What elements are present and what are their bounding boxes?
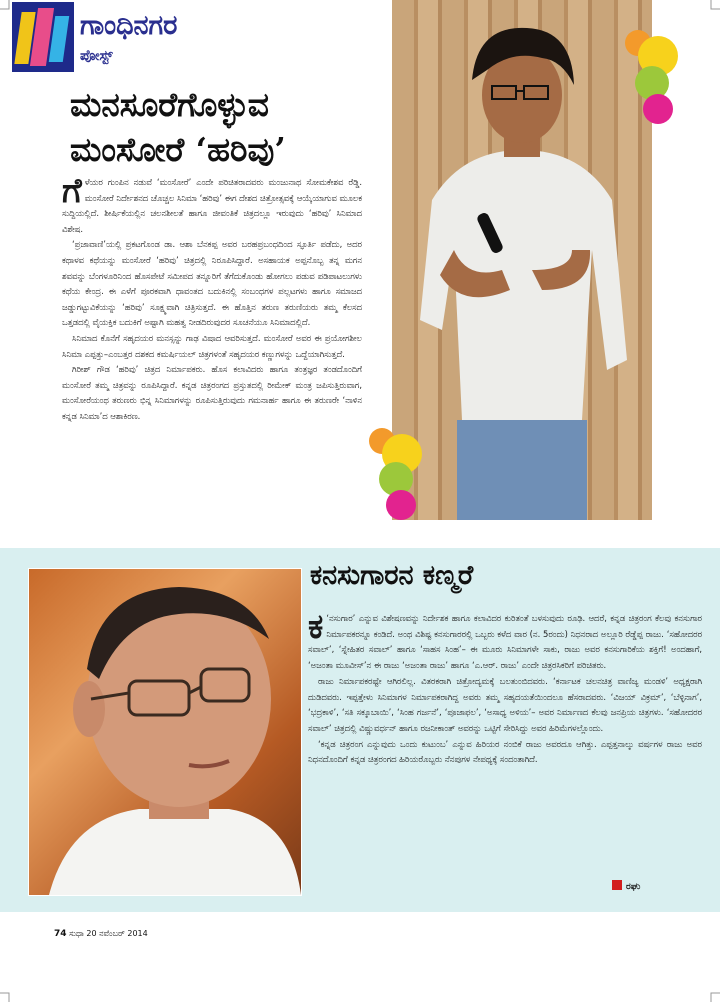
section-subtitle: ಪೋಸ್ಟ್ (80, 48, 113, 64)
crop-mark (0, 0, 10, 10)
section-title: ಗಾಂಧಿನಗರ (80, 10, 178, 41)
crop-mark (710, 992, 720, 1002)
article1-paragraph: ಗೆಳೆಯರ ಗುಂಪಿನ ನಡುವೆ ‘ಮಂಸೋರೆ’ ಎಂದೇ ಪರಿಚಿತರಾದವರು ಮಂಜುನಾಥ ಸೋಮಕೇಶವ ರೆಡ್ಡಿ. ಮಂಸೋರೆ ನಿರ್ದೇಶನದ ಚೊಚ್ಚಲ ಸಿನಿಮಾ ‘ಹರಿವು’ ಈಗ ದೇಶದ ಚಿತ್ರೋತ್ಸವಕ್ಕೆ ಆಯ್ಕೆಯಾಗುವ ಮೂಲಕ ಸುದ್ದಿಯಲ್ಲಿದೆ. ಶೀರ್ಷಿಕೆಯಲ್ಲಿನ ಚಲನಶೀಲತೆ ಹಾಗೂ ಜೀವಂತಿಕೆ ಚಿತ್ರದಲ್ಲೂ ಇರುವುದು ‘ಹರಿವು’ ಸಿನಿಮಾದ ವಿಶೇಷ. (62, 171, 362, 234)
article1-headline-line1: ಮನಸೂರೆಗೊಳ್ಳುವ (70, 85, 269, 124)
decorative-dot (386, 490, 416, 520)
photo-producer-portrait (28, 568, 302, 896)
article1-headline (70, 82, 380, 172)
page-footer (54, 929, 148, 939)
article1-paragraph: ‘ಪ್ರಜಾವಾಣಿ’ಯಲ್ಲಿ ಪ್ರಕಟಗೊಂಡ ಡಾ. ಆಶಾ ಬೆನಕಪ್ಪ ಅವರ ಬರಹಪ್ರಬಂಧದಿಂದ ಸ್ಫೂರ್ತಿ ಪಡೆದು, ಅದರ ಕಥಾಳವ ಕಥೆಯನ್ನು ಮಂಸೋರೆ ‘ಹರಿವು’ ಚಿತ್ರದಲ್ಲಿ ನಿರೂಪಿಸಿದ್ದಾರೆ. ಅಸಹಾಯಕ ಅಪ್ಪನೊಬ್ಬ ತನ್ನ ಮಗನ ಶವವನ್ನು ಬೆಂಗಳೂರಿನಿಂದ ಹೊಸಪೇಟೆ ಸಮೀಪದ ತನ್ನೂರಿಗೆ ತೆಗೆದುಕೊಂಡು ಹೋಗಲು ಪಡುವ ಪಡಿಪಾಟಲುಗಳು ಕಥೆಯ ಕೇಂದ್ರ. ಈ ಎಳೆಗೆ ಪೂರಕವಾಗಿ ಧಾವಂತದ ಬದುಕಿನಲ್ಲಿ ಸಂಬಂಧಗಳ ಪಲ್ಲಟಗಳು ಹಾಗೂ ಸಮಾಜದ ಜಡ್ಡುಗಟ್ಟುವಿಕೆಯನ್ನು ‘ಹರಿವು’ ಸೂಕ್ಷ್ಮವಾಗಿ ಚಿತ್ರಿಸುತ್ತದೆ. ಈ ಹೊತ್ತಿನ ತರುಣ ತರುಣಿಯರು ತಮ್ಮ ಕೆಲಸದ ಒತ್ತಡದಲ್ಲಿ ವೈಯಕ್ತಿಕ ಬದುಕಿಗೆ ಅಷ್ಟಾಗಿ ಮಹತ್ವ ನೀಡದಿರುವುದರ ಸೂಚನೆಯೂ ಸಿನಿಮಾದಲ್ಲಿದೆ. (62, 239, 362, 328)
section-logo (12, 2, 74, 72)
article1-paragraph: ಗಿರೀಶ್ ಗೌಡ ‘ಹರಿವು’ ಚಿತ್ರದ ನಿರ್ಮಾಪಕರು. ಹೊಸ ಕಲಾವಿದರು ಹಾಗೂ ತಂತ್ರಜ್ಞರ ತಂಡದೊಂದಿಗೆ ಮಂಸೋರೆ ತಮ್ಮ ಚಿತ್ರವನ್ನು ರೂಪಿಸಿದ್ದಾರೆ. ಕನ್ನಡ ಚಿತ್ರರಂಗದ ಪ್ರಸ್ತುತದಲ್ಲಿ ರೀಮೇಕ್ ಮಂತ್ರ ಜಪಿಸುತ್ತಿರುವಾಗ, ಮಂಸೋರೆಯಂಥ ತರುಣರು ಭಿನ್ನ ಸಿನಿಮಾಗಳನ್ನು ರೂಪಿಸುತ್ತಿರುವುದು ಗಮನಾರ್ಹ ಹಾಗೂ ಈ ತರುಣರೇ ‘ನಾಳಿನ ಕನ್ನಡ ಸಿನಿಮಾ’ದ ಆಶಾಕಿರಣ. (62, 364, 362, 421)
article2-dropcap: ಕ (308, 607, 324, 647)
article2-paragraph: ರಾಜು ನಿರ್ಮಾಪಕರಷ್ಟೇ ಆಗಿರಲಿಲ್ಲ. ವಿತರಕರಾಗಿ ಚಿತ್ರೋದ್ಯಮಕ್ಕೆ ಬಲತುಂಬಿದವರು. ‘ಕರ್ನಾಟಕ ಚಲನಚಿತ್ರ ವಾಣಿಜ್ಯ ಮಂಡಳಿ’ ಅಧ್ಯಕ್ಷರಾಗಿ ದುಡಿದವರು. ಇಪ್ಪತ್ತೇಳು ಸಿನಿಮಾಗಳ ನಿರ್ಮಾಪಕರಾಗಿದ್ದ ಅವರು ತಮ್ಮ ಸಹೃದಯತೆಯಿಂದಲೂ ಹೆಸರಾದವರು. ‘ವಿಜಯ್ ವಿಕ್ರಮ್’, ‘ಬೆಳ್ಳಿನಾಗ’, ‘ಭದ್ರಕಾಳಿ’, ‘ಸತಿ ಸಕ್ಕೂಬಾಯಿ’, ‘ಸಿಂಹ ಗರ್ಜನೆ’, ‘ಪೂಜಾಫಲ’, ‘ಅಸಾಧ್ಯ ಅಳಿಯ’– ಅವರ ನಿರ್ಮಾಣದ ಕೆಲವು ಜನಪ್ರಿಯ ಚಿತ್ರಗಳು. ‘ಸಹೋದರರ ಸವಾಲ್’ ಚಿತ್ರದಲ್ಲಿ ವಿಷ್ಣುವರ್ಧನ್ ಹಾಗೂ ರಜನೀಕಾಂತ್ ಅವರನ್ನು ಒಟ್ಟಿಗೆ ಸೇರಿಸಿದ್ದು ಅವರ ಹಿರಿಮೆಗಳಲ್ಲೊಂದು. (308, 675, 702, 733)
byline-square-icon (612, 880, 622, 890)
article1-body (62, 171, 362, 425)
page-number: 74 (54, 929, 67, 939)
photo-director-with-microphone (392, 0, 652, 520)
article1-paragraph: ಸಿನಿಮಾದ ಕೊನೆಗೆ ಸಹೃದಯರ ಮನಸ್ಸನ್ನು ಗಾಢ ವಿಷಾದ ಆವರಿಸುತ್ತದೆ. ಮಂಸೋರೆ ಅವರ ಈ ಪ್ರಯೋಗಶೀಲ ಸಿನಿಮಾ ಎಪ್ಪತ್ತು–ಎಂಬತ್ತರ ದಶಕದ ಕಮರ್ಷಿಯಲ್ ಚಿತ್ರಗಳಂತೆ ಸಹೃದಯರ ಕಣ್ಣುಗಳನ್ನು ಒದ್ದೆಯಾಗಿಸುತ್ತದೆ. (62, 332, 362, 359)
article2-body (308, 607, 702, 768)
crop-mark (0, 992, 10, 1002)
article2-paragraph: ಕ ‘ನಸುಗಾರ’ ಎನ್ನುವ ವಿಶೇಷಣವನ್ನು ನಿರ್ದೇಶಕ ಹಾಗೂ ಕಲಾವಿದರ ಕುರಿತಂತೆ ಬಳಸುವುದು ರೂಢಿ. ಆದರೆ, ಕನ್ನಡ ಚಿತ್ರರಂಗ ಕೆಲವು ಕನಸುಗಾರ ನಿರ್ಮಾಪಕರನ್ನೂ ಕಂಡಿದೆ. ಅಂಥ ವಿಶಿಷ್ಟ ಕನಸುಗಾರರಲ್ಲಿ ಒಬ್ಬರು ಕಳೆದ ವಾರ (ನ. 5ರಂದು) ನಿಧನರಾದ ಅಲ್ಲೂರಿ ರೆಡ್ಡೆಪ್ಪ ರಾಜು. ‘ಸಹೋದರರ ಸವಾಲ್’, ‘ಸ್ನೇಹಿತರ ಸವಾಲ್’ ಹಾಗೂ ‘ಸಾಹಸ ಸಿಂಹ’– ಈ ಮೂರು ಸಿನಿಮಾಗಳೇ ಸಾಕು, ರಾಜು ಅವರ ಕನಸುಗಾರಿಕೆಯ ಶಕ್ತಿಗೆ! ಅಂದಹಾಗೆ, ‘ಅಜಂತಾ ಮೂವೀಸ್’ನ ಈ ರಾಜು ‘ಅಜಂತಾ ರಾಜು’ ಹಾಗೂ ‘ಎ.ಆರ್. ರಾಜು’ ಎಂದೇ ಚಿತ್ರರಸಿಕರಿಗೆ ಪರಿಚಿತರು. (308, 607, 702, 671)
crop-mark (710, 0, 720, 10)
magazine-name: ಸುಧಾ (69, 929, 84, 938)
article1-dropcap: ಗೆ (62, 171, 82, 211)
article2-byline: ರಘು (612, 880, 640, 892)
decorative-dot (643, 94, 673, 124)
article2-paragraph: ‘ಕನ್ನಡ ಚಿತ್ರರಂಗ ಎನ್ನುವುದು ಒಂದು ಕುಟುಂಬ’ ಎನ್ನುವ ಹಿರಿಯರ ನಂಬಿಕೆ ರಾಜು ಅವರದೂ ಆಗಿತ್ತು. ಎಪ್ಪತ್ತನಾಲ್ಕು ವರ್ಷಗಳ ರಾಜು ಅವರ ನಿಧನದೊಂದಿಗೆ ಕನ್ನಡ ಚಿತ್ರರಂಗದ ಹಿರಿಯರೊಬ್ಬರು ನೆನಪುಗಳ ನೇಪಥ್ಯಕ್ಕೆ ಸಂದಂತಾಗಿದೆ. (308, 738, 702, 765)
article2-headline: ಕನಸುಗಾರನ ಕಣ್ಮರೆ (310, 560, 474, 591)
issue-date: 20 ನವೆಂಬರ್ 2014 (86, 929, 148, 938)
article1-headline-line2: ಮಂಸೋರೆ ‘ಹರಿವು’ (70, 130, 286, 169)
